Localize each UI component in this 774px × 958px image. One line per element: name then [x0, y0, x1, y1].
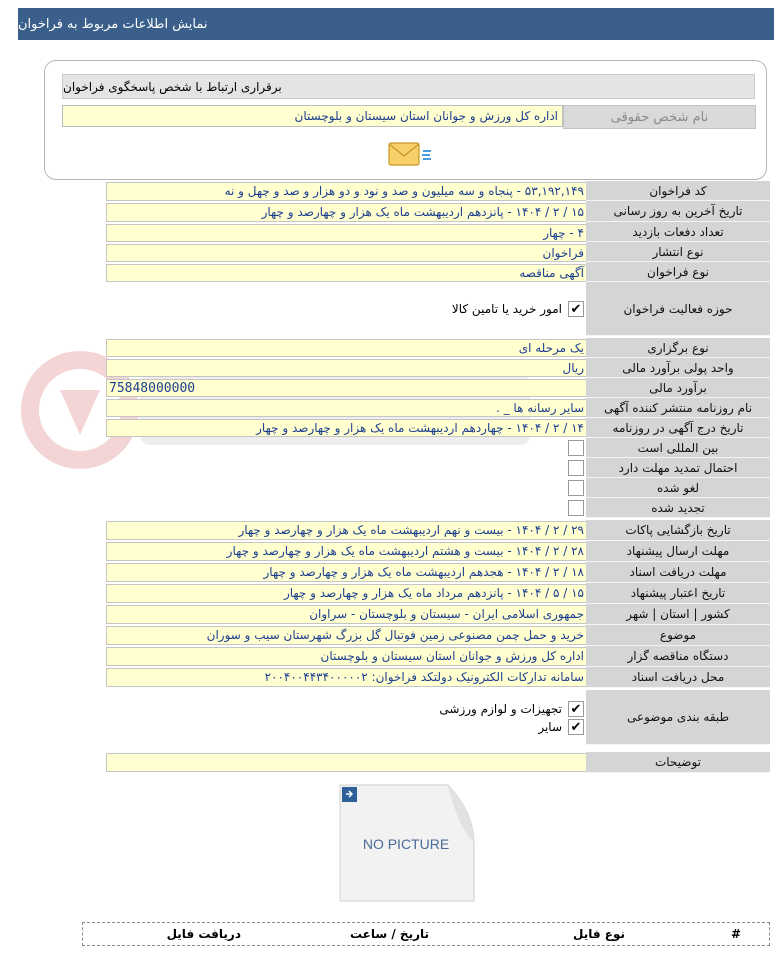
category-checkbox-2[interactable]: ✔: [568, 719, 584, 735]
contact-responder-label: برقراری ارتباط با شخص پاسخگوی فراخوان: [63, 79, 282, 94]
category-option-1-label: تجهیزات و لوازم ورزشی: [439, 702, 562, 716]
files-col-type: نوع فایل: [573, 927, 625, 941]
envelope-icon[interactable]: [385, 137, 433, 173]
cancelled-label: لغو شده: [586, 478, 770, 498]
category-checkbox-1[interactable]: ✔: [568, 701, 584, 717]
doc-place-value: سامانه تدارکات الکترونیک دولتکد فراخوان: ۲۰۰۴۰۰۴۴۳۴۰۰۰۰۰۲: [106, 668, 586, 687]
last-update-value: ۱۵ / ۲ / ۱۴۰۴ - پانزدهم اردیبهشت ماه یک هزار و چهارصد و چهار: [106, 203, 586, 222]
currency-label: واحد پولی برآورد مالی: [586, 358, 770, 378]
opening-label: تاریخ بازگشایی پاکات: [586, 520, 770, 541]
category-option-2-label: سایر: [538, 720, 562, 734]
submit-deadline-value: ۲۸ / ۲ / ۱۴۰۴ - بیست و هشتم اردیبهشت ماه یک هزار و چهارصد و چهار: [106, 542, 586, 561]
activity-label: حوزه فعالیت فراخوان: [586, 282, 770, 336]
holding-type-label: نوع برگزاری: [586, 338, 770, 358]
activity-checkbox[interactable]: ✔: [568, 301, 584, 317]
publish-type-label: نوع انتشار: [586, 242, 770, 262]
code-value: ۵۳,۱۹۲,۱۴۹ - پنجاه و سه میلیون و صد و نود و دو هزار و صد و چهل و نه: [106, 182, 586, 201]
doc-deadline-value: ۱۸ / ۲ / ۱۴۰۴ - هجدهم اردیبهشت ماه یک هزار و چهارصد و چهار: [106, 563, 586, 582]
legal-person-value: اداره کل ورزش و جوانان استان سیستان و بلوچستان: [62, 105, 563, 127]
files-col-datetime: تاریخ / ساعت: [349, 927, 429, 941]
visits-value: ۴ - چهار: [106, 224, 586, 242]
validity-value: ۱۵ / ۵ / ۱۴۰۴ - پانزدهم مرداد ماه یک هزار و چهارصد و چهار: [106, 584, 586, 603]
files-col-index: #: [730, 927, 741, 941]
newspaper-value: سایر رسانه ها _ .: [106, 399, 586, 417]
cancelled-checkbox[interactable]: [568, 480, 584, 496]
subject-label: موضوع: [586, 625, 770, 646]
newspaper-date-label: تاریخ درج آگهی در روزنامه: [586, 418, 770, 438]
files-table-header: [82, 922, 770, 946]
visits-label: تعداد دفعات بازدید: [586, 222, 770, 242]
validity-label: تاریخ اعتبار پیشنهاد: [586, 583, 770, 604]
activity-option-label: امور خرید یا تامین کالا: [451, 302, 562, 316]
location-label: کشور | استان | شهر: [586, 604, 770, 625]
newspaper-date-value: ۱۴ / ۲ / ۱۴۰۴ - چهاردهم اردیبهشت ماه یک هزار و چهارصد و چهار: [106, 419, 586, 437]
submit-deadline-label: مهلت ارسال پیشنهاد: [586, 541, 770, 562]
international-checkbox[interactable]: [568, 440, 584, 456]
subject-value: خرید و حمل چمن مصنوعی زمین فوتبال گل بزرگ شهرستان سیب و سوران: [106, 626, 586, 645]
location-value: جمهوری اسلامی ایران - سیستان و بلوچستان - سراوان: [106, 605, 586, 624]
estimate-label: برآورد مالی: [586, 378, 770, 398]
doc-place-label: محل دریافت اسناد: [586, 667, 770, 688]
last-update-label: تاریخ آخرین به روز رسانی: [586, 201, 770, 222]
files-col-download: دریافت فایل: [166, 927, 241, 941]
doc-deadline-label: مهلت دریافت اسناد: [586, 562, 770, 583]
description-value: [106, 753, 586, 772]
legal-person-label: نام شخص حقوقی: [563, 105, 756, 129]
page-title: نمایش اطلاعات مربوط به فراخوان: [18, 16, 208, 32]
opening-value: ۲۹ / ۲ / ۱۴۰۴ - بیست و نهم اردیبهشت ماه یک هزار و چهارصد و چهار: [106, 521, 586, 540]
code-label: کد فراخوان: [586, 181, 770, 201]
call-type-value: آگهی مناقصه: [106, 264, 586, 282]
contact-responder-button[interactable]: [62, 74, 755, 99]
call-type-label: نوع فراخوان: [586, 262, 770, 282]
category-label: طبقه بندی موضوعی: [586, 690, 770, 745]
renewed-checkbox[interactable]: [568, 500, 584, 516]
renewed-label: تجدید شده: [586, 498, 770, 518]
newspaper-label: نام روزنامه منتشر کننده آگهی: [586, 398, 770, 418]
extension-checkbox[interactable]: [568, 460, 584, 476]
no-picture-image: [338, 783, 476, 903]
estimate-value: 75848000000: [106, 379, 586, 397]
organizer-label: دستگاه مناقصه گزار: [586, 646, 770, 667]
page-header: [18, 8, 774, 40]
description-label: توضیحات: [586, 752, 770, 773]
no-picture-text: NO PICTURE: [362, 836, 450, 852]
holding-type-value: یک مرحله ای: [106, 339, 586, 357]
publish-type-value: فراخوان: [106, 244, 586, 262]
extension-label: احتمال تمدید مهلت دارد: [586, 458, 770, 478]
currency-value: ریال: [106, 359, 586, 377]
organizer-value: اداره کل ورزش و جوانان استان سیستان و بلوچستان: [106, 647, 586, 666]
international-label: بین المللی است: [586, 438, 770, 458]
contact-panel: [44, 60, 767, 180]
